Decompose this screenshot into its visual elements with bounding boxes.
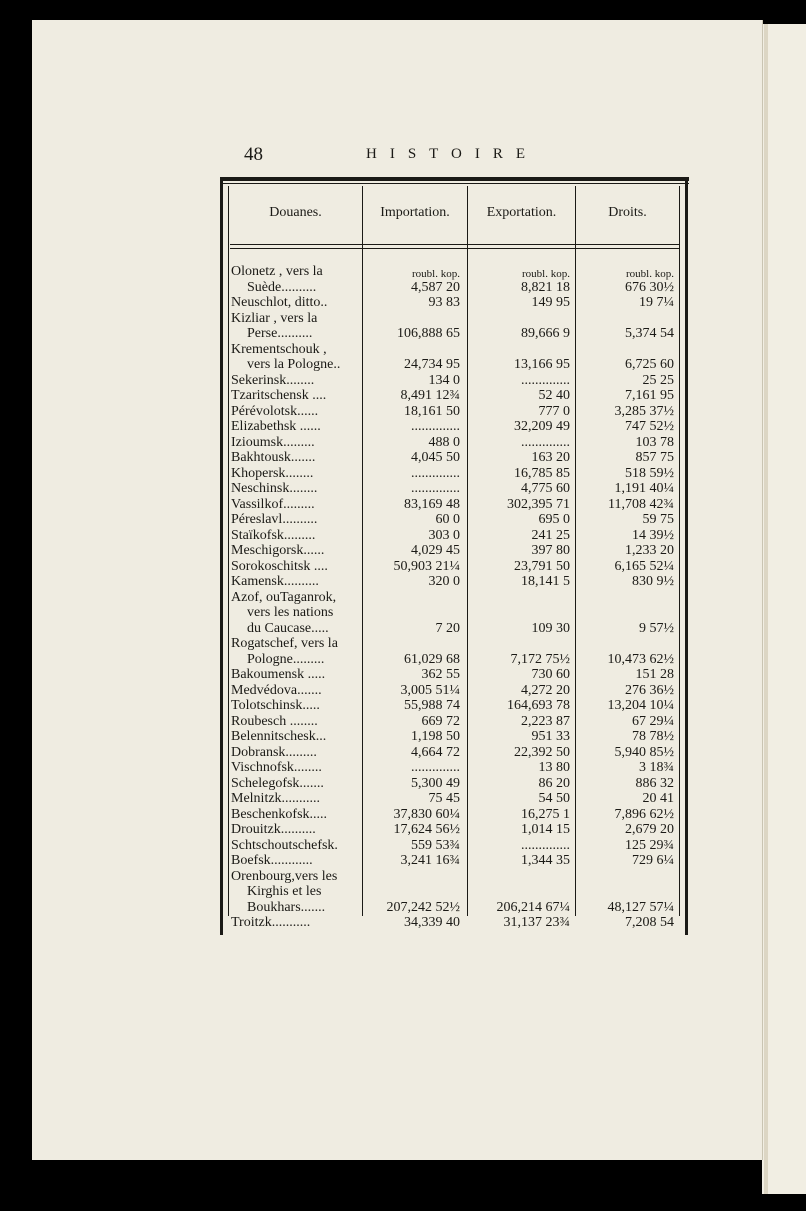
row-importation: 17,624 56½ xyxy=(393,822,460,837)
row-exportation: 2,223 87 xyxy=(521,713,570,729)
unit-exportation: roubl. kop. xyxy=(522,268,570,280)
row-droits: 151 28 xyxy=(635,667,674,682)
row-name: Staïkofsk......... xyxy=(231,527,316,543)
row-name: Drouitzk.......... xyxy=(231,822,316,837)
row-importation: 75 45 xyxy=(428,791,460,806)
row-exportation: 13 80 xyxy=(538,760,570,775)
row-name: Elizabethsk ...... xyxy=(231,419,321,434)
row-importation: 55,988 74 xyxy=(404,698,460,713)
row-name: Olonetz , vers la xyxy=(231,264,323,279)
table-left-inner-border xyxy=(228,186,229,916)
row-exportation: 951 33 xyxy=(531,729,570,744)
header-droits: Droits. xyxy=(608,205,647,220)
row-exportation: 16,785 85 xyxy=(514,465,570,481)
row-name: Boefsk............ xyxy=(231,853,313,868)
header-rule-2 xyxy=(230,248,679,249)
row-name: Melnitzk........... xyxy=(231,791,321,806)
row-droits: 5,940 85½ xyxy=(614,744,674,760)
row-name: Dobransk......... xyxy=(231,744,317,760)
row-importation: 3,005 51¼ xyxy=(400,682,460,698)
row-droits: 7,161 95 xyxy=(625,388,674,403)
row-importation: 669 72 xyxy=(421,713,460,729)
row-exportation: 241 25 xyxy=(531,527,570,543)
row-droits: 2,679 20 xyxy=(625,822,674,837)
row-importation: .............. xyxy=(411,760,460,775)
row-importation: 7 20 xyxy=(435,620,460,636)
row-exportation: 777 0 xyxy=(538,403,570,419)
row-exportation: 16,275 1 xyxy=(521,806,570,822)
row-importation: 18,161 50 xyxy=(404,403,460,419)
row-name: Belennitschesk... xyxy=(231,729,327,744)
row-name: Pologne......... xyxy=(247,651,325,667)
page-gutter xyxy=(764,24,768,1194)
row-importation: 207,242 52½ xyxy=(386,899,460,915)
row-droits: 886 32 xyxy=(635,775,674,791)
row-name: Pérévolotsk...... xyxy=(231,403,319,419)
column-divider-3 xyxy=(575,186,576,916)
row-droits: 9 57½ xyxy=(639,620,674,636)
row-importation: 559 53¾ xyxy=(411,837,460,853)
row-exportation: 89,666 9 xyxy=(521,326,570,341)
row-importation: 83,169 48 xyxy=(404,496,460,512)
row-name: Neuschlot, ditto.. xyxy=(231,295,328,310)
row-exportation: .............. xyxy=(521,837,570,853)
row-name: Sekerinsk........ xyxy=(231,372,315,388)
row-exportation: 7,172 75½ xyxy=(510,651,570,667)
row-droits: 676 30½ xyxy=(625,279,674,295)
row-importation: 303 0 xyxy=(428,527,460,543)
row-exportation: 302,395 71 xyxy=(507,496,570,512)
row-exportation: 13,166 95 xyxy=(514,357,570,372)
row-droits: 7,896 62½ xyxy=(614,806,674,822)
row-name: Roubesch ........ xyxy=(231,713,318,729)
unit-droits: roubl. kop. xyxy=(626,268,674,280)
row-name: Khopersk........ xyxy=(231,465,314,481)
page-number: 48 xyxy=(244,144,263,165)
table-top-rule xyxy=(220,177,689,181)
row-importation: 4,029 45 xyxy=(411,543,460,558)
row-droits: 25 25 xyxy=(642,372,674,388)
row-droits: 103 78 xyxy=(635,434,674,450)
row-droits: 276 36½ xyxy=(625,682,674,698)
row-importation: 134 0 xyxy=(428,372,460,388)
row-name: Tzaritschensk .... xyxy=(231,388,327,403)
row-importation: .............. xyxy=(411,481,460,496)
row-exportation: 31,137 23¾ xyxy=(503,915,570,930)
row-exportation: 4,272 20 xyxy=(521,682,570,698)
row-name: Bakoumensk ..... xyxy=(231,667,326,682)
header-rule xyxy=(230,244,679,245)
row-droits: 20 41 xyxy=(642,791,674,806)
row-importation: 5,300 49 xyxy=(411,775,460,791)
unit-importation: roubl. kop. xyxy=(412,268,460,280)
row-exportation: 163 20 xyxy=(531,450,570,465)
row-name: Vischnofsk........ xyxy=(231,760,322,775)
row-droits: 518 59½ xyxy=(625,465,674,481)
row-name: Kamensk.......... xyxy=(231,574,319,589)
table-right-border xyxy=(685,177,688,935)
row-exportation: 730 60 xyxy=(531,667,570,682)
row-name: Kizliar , vers la xyxy=(231,310,318,326)
row-name: Krementschouk , xyxy=(231,341,327,357)
row-exportation: 164,693 78 xyxy=(507,698,570,713)
row-droits: 857 75 xyxy=(635,450,674,465)
row-importation: 320 0 xyxy=(428,574,460,589)
row-name: Sorokoschitsk .... xyxy=(231,558,328,574)
row-exportation: 54 50 xyxy=(538,791,570,806)
row-droits: 10,473 62½ xyxy=(607,651,674,667)
row-droits: 14 39½ xyxy=(632,527,674,543)
row-importation: 60 0 xyxy=(435,512,460,527)
row-name: Rogatschef, vers la xyxy=(231,636,338,651)
row-importation: 4,664 72 xyxy=(411,744,460,760)
row-droits: 67 29¼ xyxy=(632,713,674,729)
row-exportation: 206,214 67¼ xyxy=(496,899,570,915)
row-importation: 37,830 60¼ xyxy=(393,806,460,822)
row-importation: 3,241 16¾ xyxy=(400,853,460,868)
row-exportation: 109 30 xyxy=(531,620,570,636)
row-droits: 13,204 10¼ xyxy=(607,698,674,713)
row-droits: 3 18¾ xyxy=(639,760,674,775)
row-importation: 8,491 12¾ xyxy=(400,388,460,403)
row-importation: 1,198 50 xyxy=(411,729,460,744)
running-head: HISTOIRE xyxy=(366,146,539,162)
header-exportation: Exportation. xyxy=(486,205,557,220)
row-name: vers la Pologne.. xyxy=(247,357,341,372)
row-name: Azof, ouTaganrok, xyxy=(231,589,337,605)
row-exportation: 86 20 xyxy=(538,775,570,791)
row-importation: 61,029 68 xyxy=(404,651,460,667)
row-importation: 4,587 20 xyxy=(411,279,460,295)
row-name: Péreslavl.......... xyxy=(231,512,318,527)
next-page-edge xyxy=(762,24,806,1194)
row-name: Neschinsk........ xyxy=(231,481,318,496)
table-left-border xyxy=(220,177,223,935)
row-exportation: 32,209 49 xyxy=(514,419,570,434)
row-name: Vassilkof......... xyxy=(231,496,315,512)
row-exportation: 397 80 xyxy=(531,543,570,558)
row-droits: 1,191 40¼ xyxy=(614,481,674,496)
row-importation: 4,045 50 xyxy=(411,450,460,465)
row-name: Perse.......... xyxy=(247,326,313,341)
row-droits: 11,708 42¾ xyxy=(608,496,674,512)
book-page xyxy=(32,20,763,1160)
row-name: Schtschoutschefsk. xyxy=(231,837,338,853)
row-exportation: .............. xyxy=(521,434,570,450)
row-name: vers les nations xyxy=(247,605,334,620)
row-exportation: 149 95 xyxy=(531,295,570,310)
row-name: Orenbourg,vers les xyxy=(231,868,338,884)
row-droits: 48,127 57¼ xyxy=(607,899,674,915)
row-importation: 50,903 21¼ xyxy=(393,558,460,574)
row-name: Izioumsk......... xyxy=(231,434,315,450)
row-name: Beschenkofsk..... xyxy=(231,806,328,822)
column-divider-2 xyxy=(467,186,468,916)
row-exportation: 4,775 60 xyxy=(521,481,570,496)
row-exportation: .............. xyxy=(521,372,570,388)
row-droits: 747 52½ xyxy=(625,419,674,434)
row-exportation: 1,014 15 xyxy=(521,822,570,837)
row-importation: .............. xyxy=(411,419,460,434)
row-exportation: 52 40 xyxy=(538,388,570,403)
row-importation: 34,339 40 xyxy=(404,915,460,930)
row-name: Medvédova....... xyxy=(231,682,322,698)
row-droits: 5,374 54 xyxy=(625,326,674,341)
row-droits: 3,285 37½ xyxy=(614,403,674,419)
row-exportation: 695 0 xyxy=(538,512,570,527)
row-importation: 488 0 xyxy=(428,434,460,450)
row-droits: 59 75 xyxy=(642,512,674,527)
row-importation: 362 55 xyxy=(421,667,460,682)
row-name: Bakhtousk....... xyxy=(231,450,316,465)
row-name: Schelegofsk....... xyxy=(231,775,324,791)
row-name: Suède.......... xyxy=(247,279,317,295)
row-droits: 729 6¼ xyxy=(632,853,674,868)
row-droits: 19 7¼ xyxy=(639,295,674,310)
row-droits: 6,165 52¼ xyxy=(614,558,674,574)
header-importation: Importation. xyxy=(380,205,450,220)
row-name: Kirghis et les xyxy=(247,884,322,899)
row-name: Boukhars....... xyxy=(247,899,326,915)
row-importation: 24,734 95 xyxy=(404,357,460,372)
row-exportation: 22,392 50 xyxy=(514,744,570,760)
row-name: Meschigorsk...... xyxy=(231,543,325,558)
table-top-rule-thin xyxy=(220,183,689,184)
row-droits: 6,725 60 xyxy=(625,357,674,372)
row-exportation: 8,821 18 xyxy=(521,279,570,295)
row-name: Troitzk........... xyxy=(231,915,311,930)
row-name: du Caucase..... xyxy=(247,620,329,636)
row-droits: 7,208 54 xyxy=(625,915,674,930)
table-right-inner-border xyxy=(679,186,680,916)
row-name: Tolotschinsk..... xyxy=(231,698,320,713)
row-exportation: 18,141 5 xyxy=(521,574,570,589)
header-douanes: Douanes. xyxy=(269,205,322,220)
row-droits: 78 78½ xyxy=(632,729,674,744)
row-droits: 830 9½ xyxy=(632,574,674,589)
row-importation: 106,888 65 xyxy=(397,326,460,341)
row-importation: 93 83 xyxy=(428,295,460,310)
row-exportation: 23,791 50 xyxy=(514,558,570,574)
row-exportation: 1,344 35 xyxy=(521,853,570,868)
row-droits: 125 29¾ xyxy=(625,837,674,853)
row-droits: 1,233 20 xyxy=(625,543,674,558)
row-importation: .............. xyxy=(411,465,460,481)
